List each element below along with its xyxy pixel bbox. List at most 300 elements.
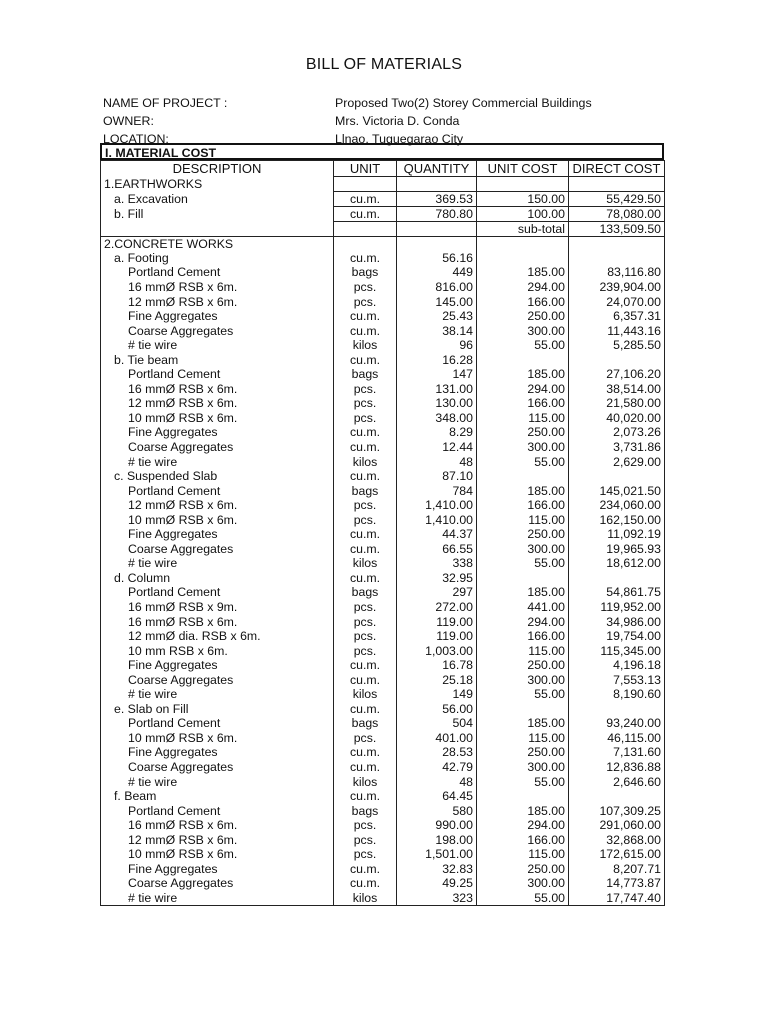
cell-direct-cost: 24,070.00	[569, 294, 665, 309]
cell-quantity: 401.00	[397, 731, 477, 746]
cell-unit: cu.m.	[334, 309, 397, 324]
table-row	[101, 658, 665, 673]
cell-description: 1.EARTHWORKS	[101, 177, 334, 192]
cell-unit: cu.m.	[334, 206, 397, 221]
cell-quantity: 784	[397, 483, 477, 498]
cell-unit: cu.m.	[334, 251, 397, 266]
cell-unit-cost	[477, 236, 569, 251]
cell-direct-cost: 119,952.00	[569, 600, 665, 615]
cell-description: 16 mmØ RSB x 6m.	[101, 280, 334, 295]
table-row	[101, 367, 665, 382]
cell-unit: pcs.	[334, 512, 397, 527]
cell-quantity: 369.53	[397, 191, 477, 206]
cell-quantity: 16.28	[397, 352, 477, 367]
cell-unit-cost: 55.00	[477, 891, 569, 906]
cell-description: e. Slab on Fill	[101, 702, 334, 717]
table-header-row	[101, 161, 665, 177]
cell-unit: pcs.	[334, 643, 397, 658]
cell-unit: cu.m.	[334, 527, 397, 542]
cell-unit: cu.m.	[334, 425, 397, 440]
cell-unit-cost: 55.00	[477, 687, 569, 702]
cell-unit-cost: 185.00	[477, 585, 569, 600]
cell-direct-cost	[569, 702, 665, 717]
cell-quantity	[397, 177, 477, 192]
cell-unit-cost: 441.00	[477, 600, 569, 615]
cell-unit: cu.m.	[334, 191, 397, 206]
cell-unit-cost: 55.00	[477, 774, 569, 789]
cell-direct-cost	[569, 789, 665, 804]
cell-direct-cost: 46,115.00	[569, 731, 665, 746]
cell-unit: pcs.	[334, 629, 397, 644]
cell-unit: kilos	[334, 454, 397, 469]
cell-description: 16 mmØ RSB x 6m.	[101, 818, 334, 833]
table-row	[101, 382, 665, 397]
cell-unit: cu.m.	[334, 469, 397, 484]
cell-description: Fine Aggregates	[101, 425, 334, 440]
cell-unit-cost: 250.00	[477, 745, 569, 760]
cell-direct-cost: 115,345.00	[569, 643, 665, 658]
cell-quantity: 25.43	[397, 309, 477, 324]
cell-quantity: 1,501.00	[397, 847, 477, 862]
table-row	[101, 542, 665, 557]
table-row	[101, 803, 665, 818]
table-row	[101, 527, 665, 542]
cell-direct-cost: 55,429.50	[569, 191, 665, 206]
cell-unit-cost: 185.00	[477, 803, 569, 818]
table-row	[101, 280, 665, 295]
cell-quantity: 56.00	[397, 702, 477, 717]
table-row	[101, 498, 665, 513]
cell-direct-cost: 6,357.31	[569, 309, 665, 324]
cell-quantity: 580	[397, 803, 477, 818]
cell-unit: bags	[334, 803, 397, 818]
cell-unit-cost: 166.00	[477, 498, 569, 513]
cell-unit-cost: 185.00	[477, 367, 569, 382]
cell-quantity: 64.45	[397, 789, 477, 804]
project-name-label: NAME OF PROJECT :	[103, 96, 228, 110]
cell-unit-cost: 300.00	[477, 672, 569, 687]
cell-direct-cost	[569, 236, 665, 251]
project-name-row	[103, 94, 663, 112]
bill-of-materials-sheet	[100, 143, 664, 906]
cell-description: 12 mmØ RSB x 6m.	[101, 294, 334, 309]
cell-direct-cost: 38,514.00	[569, 382, 665, 397]
cell-direct-cost: 162,150.00	[569, 512, 665, 527]
cell-unit-cost: 300.00	[477, 440, 569, 455]
cell-quantity: 44.37	[397, 527, 477, 542]
cell-description: c. Suspended Slab	[101, 469, 334, 484]
cell-unit	[334, 177, 397, 192]
cell-quantity	[397, 221, 477, 236]
cell-direct-cost: 8,207.71	[569, 862, 665, 877]
cell-unit: pcs.	[334, 294, 397, 309]
cell-direct-cost: 40,020.00	[569, 411, 665, 426]
cell-unit-cost: 294.00	[477, 614, 569, 629]
project-info	[103, 94, 663, 148]
table-row	[101, 469, 665, 484]
cell-unit-cost: sub-total	[477, 221, 569, 236]
table-row	[101, 687, 665, 702]
cell-direct-cost: 14,773.87	[569, 876, 665, 891]
cell-description: 10 mmØ RSB x 6m.	[101, 512, 334, 527]
column-header-quantity: QUANTITY	[397, 161, 477, 177]
table-row	[101, 294, 665, 309]
table-row	[101, 411, 665, 426]
cell-direct-cost: 27,106.20	[569, 367, 665, 382]
cell-description: Coarse Aggregates	[101, 323, 334, 338]
table-row	[101, 731, 665, 746]
table-row	[101, 396, 665, 411]
cell-quantity: 119.00	[397, 629, 477, 644]
cell-unit: pcs.	[334, 396, 397, 411]
cell-description: # tie wire	[101, 891, 334, 906]
cell-description: a. Excavation	[101, 191, 334, 206]
cell-description: Portland Cement	[101, 585, 334, 600]
cell-quantity: 504	[397, 716, 477, 731]
cell-direct-cost	[569, 571, 665, 586]
cell-quantity: 130.00	[397, 396, 477, 411]
cell-unit-cost	[477, 251, 569, 266]
cell-description: 16 mmØ RSB x 9m.	[101, 600, 334, 615]
cell-direct-cost	[569, 469, 665, 484]
cell-unit-cost: 250.00	[477, 309, 569, 324]
cell-unit-cost: 115.00	[477, 847, 569, 862]
cell-direct-cost: 2,073.26	[569, 425, 665, 440]
cell-description: Fine Aggregates	[101, 745, 334, 760]
project-name-value: Proposed Two(2) Storey Commercial Buildings	[335, 96, 592, 110]
cell-description: Fine Aggregates	[101, 309, 334, 324]
cell-unit	[334, 221, 397, 236]
cell-unit-cost: 300.00	[477, 876, 569, 891]
table-row	[101, 891, 665, 906]
table-row	[101, 440, 665, 455]
cell-unit-cost: 300.00	[477, 760, 569, 775]
cell-description: b. Fill	[101, 206, 334, 221]
cell-unit-cost: 185.00	[477, 716, 569, 731]
cell-description: 10 mmØ RSB x 6m.	[101, 731, 334, 746]
table-row	[101, 512, 665, 527]
owner-label: OWNER:	[103, 114, 154, 128]
cell-direct-cost: 107,309.25	[569, 803, 665, 818]
cell-quantity: 56.16	[397, 251, 477, 266]
cell-quantity: 49.25	[397, 876, 477, 891]
cell-description: d. Column	[101, 571, 334, 586]
cell-description: Coarse Aggregates	[101, 876, 334, 891]
cell-quantity: 1,003.00	[397, 643, 477, 658]
table-row	[101, 177, 665, 192]
cell-quantity: 48	[397, 454, 477, 469]
cell-description: Portland Cement	[101, 803, 334, 818]
cell-description: 10 mmØ RSB x 6m.	[101, 847, 334, 862]
column-header-unit-cost: UNIT COST	[477, 161, 569, 177]
cell-direct-cost: 11,092.19	[569, 527, 665, 542]
cell-unit-cost: 166.00	[477, 396, 569, 411]
cell-direct-cost: 34,986.00	[569, 614, 665, 629]
cell-direct-cost: 7,131.60	[569, 745, 665, 760]
cell-quantity: 297	[397, 585, 477, 600]
cell-quantity: 16.78	[397, 658, 477, 673]
table-row	[101, 629, 665, 644]
cell-description: Coarse Aggregates	[101, 440, 334, 455]
table-row	[101, 265, 665, 280]
cell-unit-cost: 55.00	[477, 454, 569, 469]
cell-direct-cost: 172,615.00	[569, 847, 665, 862]
cell-quantity: 449	[397, 265, 477, 280]
cell-quantity: 131.00	[397, 382, 477, 397]
cell-unit-cost: 55.00	[477, 338, 569, 353]
cell-description: 12 mmØ RSB x 6m.	[101, 832, 334, 847]
cell-unit: pcs.	[334, 818, 397, 833]
cell-direct-cost: 4,196.18	[569, 658, 665, 673]
cell-description: Coarse Aggregates	[101, 672, 334, 687]
cell-unit: pcs.	[334, 600, 397, 615]
column-header-description: DESCRIPTION	[101, 161, 334, 177]
cell-direct-cost: 234,060.00	[569, 498, 665, 513]
column-header-unit: UNIT	[334, 161, 397, 177]
cell-description: 2.CONCRETE WORKS	[101, 236, 334, 251]
cell-description: # tie wire	[101, 338, 334, 353]
cell-quantity: 145.00	[397, 294, 477, 309]
cell-unit-cost	[477, 702, 569, 717]
cell-direct-cost: 11,443.16	[569, 323, 665, 338]
cell-description: Fine Aggregates	[101, 862, 334, 877]
location-label: LOCATION:	[103, 132, 169, 146]
cell-unit: pcs.	[334, 832, 397, 847]
cell-unit-cost: 300.00	[477, 542, 569, 557]
cell-unit-cost: 294.00	[477, 382, 569, 397]
cell-quantity: 1,410.00	[397, 512, 477, 527]
table-row	[101, 425, 665, 440]
cell-direct-cost: 17,747.40	[569, 891, 665, 906]
table-row	[101, 191, 665, 206]
cell-quantity: 8.29	[397, 425, 477, 440]
cell-unit-cost: 250.00	[477, 862, 569, 877]
cell-unit-cost	[477, 177, 569, 192]
cell-unit-cost	[477, 352, 569, 367]
cell-unit-cost: 250.00	[477, 425, 569, 440]
cell-description: Portland Cement	[101, 483, 334, 498]
table-row	[101, 556, 665, 571]
cell-description	[101, 221, 334, 236]
cell-unit-cost: 100.00	[477, 206, 569, 221]
table-row	[101, 614, 665, 629]
table-row	[101, 876, 665, 891]
cell-description: # tie wire	[101, 687, 334, 702]
table-row	[101, 454, 665, 469]
cell-quantity: 38.14	[397, 323, 477, 338]
cell-direct-cost: 239,904.00	[569, 280, 665, 295]
cell-description: b. Tie beam	[101, 352, 334, 367]
cell-unit: cu.m.	[334, 440, 397, 455]
cell-unit-cost: 185.00	[477, 483, 569, 498]
table-row	[101, 716, 665, 731]
cell-direct-cost: 145,021.50	[569, 483, 665, 498]
cell-description: 12 mmØ RSB x 6m.	[101, 498, 334, 513]
table-row	[101, 702, 665, 717]
cell-description: 16 mmØ RSB x 6m.	[101, 382, 334, 397]
cell-direct-cost: 19,754.00	[569, 629, 665, 644]
cell-direct-cost: 21,580.00	[569, 396, 665, 411]
cell-quantity: 87.10	[397, 469, 477, 484]
table-row	[101, 847, 665, 862]
cell-description: Fine Aggregates	[101, 658, 334, 673]
owner-row	[103, 112, 663, 130]
cell-quantity: 147	[397, 367, 477, 382]
cell-unit-cost: 166.00	[477, 294, 569, 309]
cell-unit: cu.m.	[334, 760, 397, 775]
cell-direct-cost: 19,965.93	[569, 542, 665, 557]
cell-unit-cost: 294.00	[477, 818, 569, 833]
cell-unit: pcs.	[334, 411, 397, 426]
cell-direct-cost: 2,629.00	[569, 454, 665, 469]
cell-description: # tie wire	[101, 774, 334, 789]
cell-direct-cost: 18,612.00	[569, 556, 665, 571]
cell-description: Portland Cement	[101, 367, 334, 382]
document-title: BILL OF MATERIALS	[305, 56, 463, 73]
cell-unit: pcs.	[334, 614, 397, 629]
cell-unit-cost: 115.00	[477, 731, 569, 746]
cell-quantity: 990.00	[397, 818, 477, 833]
cell-unit: pcs.	[334, 847, 397, 862]
table-row	[101, 789, 665, 804]
cell-quantity: 323	[397, 891, 477, 906]
cell-description: Portland Cement	[101, 716, 334, 731]
table-row	[101, 672, 665, 687]
table-row	[101, 338, 665, 353]
table-row	[101, 251, 665, 266]
cell-quantity: 25.18	[397, 672, 477, 687]
table-row	[101, 818, 665, 833]
cell-direct-cost: 78,080.00	[569, 206, 665, 221]
cell-unit: cu.m.	[334, 745, 397, 760]
cell-quantity: 338	[397, 556, 477, 571]
cell-unit: cu.m.	[334, 323, 397, 338]
cell-direct-cost: 133,509.50	[569, 221, 665, 236]
cell-unit: cu.m.	[334, 702, 397, 717]
cell-unit: bags	[334, 367, 397, 382]
cell-unit-cost: 115.00	[477, 411, 569, 426]
cell-unit-cost: 166.00	[477, 629, 569, 644]
cell-direct-cost: 2,646.60	[569, 774, 665, 789]
cell-direct-cost: 32,868.00	[569, 832, 665, 847]
cell-direct-cost: 291,060.00	[569, 818, 665, 833]
cell-description: 10 mmØ RSB x 6m.	[101, 411, 334, 426]
cell-unit: cu.m.	[334, 789, 397, 804]
table-row	[101, 483, 665, 498]
cell-unit: cu.m.	[334, 876, 397, 891]
cell-unit: bags	[334, 265, 397, 280]
cell-quantity: 198.00	[397, 832, 477, 847]
cell-description: 10 mm RSB x 6m.	[101, 643, 334, 658]
section-title: I. MATERIAL COST	[100, 143, 664, 160]
cell-description: 12 mmØ RSB x 6m.	[101, 396, 334, 411]
cell-description: 16 mmØ RSB x 6m.	[101, 614, 334, 629]
cell-unit-cost: 250.00	[477, 658, 569, 673]
cell-quantity: 12.44	[397, 440, 477, 455]
cell-direct-cost: 54,861.75	[569, 585, 665, 600]
cell-unit: cu.m.	[334, 672, 397, 687]
table-row	[101, 221, 665, 236]
cell-quantity: 348.00	[397, 411, 477, 426]
cell-quantity: 42.79	[397, 760, 477, 775]
cell-quantity	[397, 236, 477, 251]
cell-unit: pcs.	[334, 280, 397, 295]
cell-unit-cost: 115.00	[477, 512, 569, 527]
cell-unit: pcs.	[334, 382, 397, 397]
table-row	[101, 745, 665, 760]
owner-value: Mrs. Victoria D. Conda	[335, 114, 460, 128]
cell-quantity: 149	[397, 687, 477, 702]
cell-unit: cu.m.	[334, 862, 397, 877]
table-row	[101, 643, 665, 658]
cell-unit: bags	[334, 585, 397, 600]
cell-direct-cost: 5,285.50	[569, 338, 665, 353]
cell-direct-cost	[569, 251, 665, 266]
cell-unit: kilos	[334, 338, 397, 353]
cell-description: a. Footing	[101, 251, 334, 266]
cell-description: 12 mmØ dia. RSB x 6m.	[101, 629, 334, 644]
cell-unit: bags	[334, 716, 397, 731]
cell-unit-cost	[477, 469, 569, 484]
table-row	[101, 585, 665, 600]
cell-description: Coarse Aggregates	[101, 760, 334, 775]
cell-unit-cost: 300.00	[477, 323, 569, 338]
cell-unit: cu.m.	[334, 571, 397, 586]
table-row	[101, 862, 665, 877]
cell-unit: cu.m.	[334, 542, 397, 557]
cell-unit-cost	[477, 789, 569, 804]
table-row	[101, 236, 665, 251]
cell-unit-cost: 150.00	[477, 191, 569, 206]
cell-direct-cost: 93,240.00	[569, 716, 665, 731]
cell-direct-cost: 7,553.13	[569, 672, 665, 687]
cell-quantity: 119.00	[397, 614, 477, 629]
cell-unit: pcs.	[334, 498, 397, 513]
cell-unit: kilos	[334, 687, 397, 702]
cell-description: # tie wire	[101, 556, 334, 571]
cell-quantity: 28.53	[397, 745, 477, 760]
cell-quantity: 780.80	[397, 206, 477, 221]
materials-table	[100, 160, 665, 906]
cell-unit: kilos	[334, 891, 397, 906]
cell-unit-cost: 166.00	[477, 832, 569, 847]
cell-quantity: 32.95	[397, 571, 477, 586]
cell-description: Coarse Aggregates	[101, 542, 334, 557]
column-header-direct-cost: DIRECT COST	[569, 161, 665, 177]
cell-direct-cost: 83,116.80	[569, 265, 665, 280]
cell-unit: cu.m.	[334, 658, 397, 673]
location-value: Llnao, Tuguegarao City	[335, 132, 464, 146]
cell-quantity: 66.55	[397, 542, 477, 557]
cell-quantity: 1,410.00	[397, 498, 477, 513]
cell-unit: kilos	[334, 556, 397, 571]
cell-unit	[334, 236, 397, 251]
cell-unit-cost: 115.00	[477, 643, 569, 658]
cell-direct-cost: 8,190.60	[569, 687, 665, 702]
cell-description: Fine Aggregates	[101, 527, 334, 542]
cell-unit-cost: 250.00	[477, 527, 569, 542]
table-row	[101, 309, 665, 324]
cell-unit: kilos	[334, 774, 397, 789]
cell-description: # tie wire	[101, 454, 334, 469]
cell-quantity: 272.00	[397, 600, 477, 615]
cell-description: Portland Cement	[101, 265, 334, 280]
table-row	[101, 832, 665, 847]
cell-direct-cost: 3,731.86	[569, 440, 665, 455]
cell-quantity: 48	[397, 774, 477, 789]
table-row	[101, 206, 665, 221]
table-row	[101, 760, 665, 775]
